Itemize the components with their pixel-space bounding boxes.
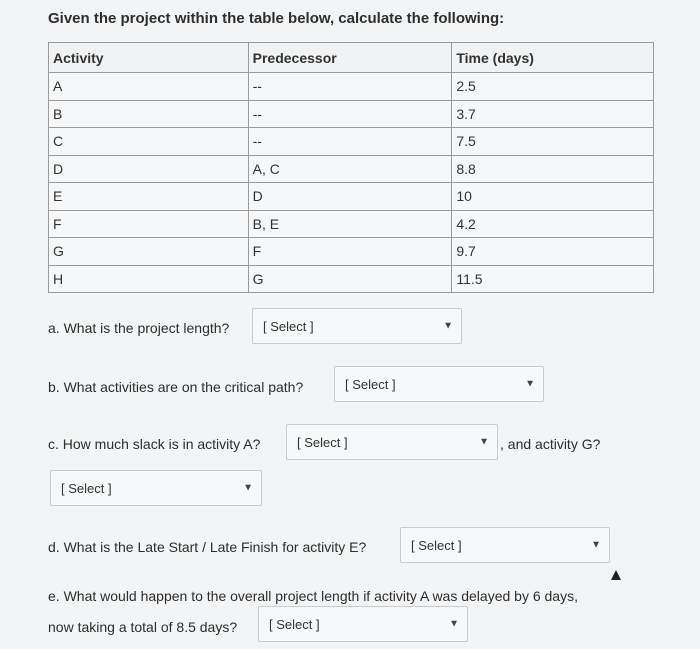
project-table <box>48 42 654 293</box>
cell-activity: G <box>49 238 249 266</box>
question-c-select-activity-g[interactable] <box>50 470 262 506</box>
cell-time: 2.5 <box>452 73 654 101</box>
header-predecessor: Predecessor <box>248 43 452 73</box>
cell-time: 7.5 <box>452 128 654 156</box>
chevron-down-icon: ▼ <box>525 378 535 390</box>
table-row <box>49 265 654 293</box>
question-b-text: b. What activities are on the critical path? <box>48 379 304 395</box>
cell-activity: E <box>49 183 249 211</box>
question-a-select[interactable] <box>252 308 462 344</box>
cell-activity: F <box>49 210 249 238</box>
question-c-select-activity-a[interactable] <box>286 424 498 460</box>
chevron-down-icon: ▼ <box>449 618 459 630</box>
chevron-down-icon: ▼ <box>243 482 253 494</box>
cell-time: 4.2 <box>452 210 654 238</box>
cell-activity: H <box>49 265 249 293</box>
cell-time: 9.7 <box>452 238 654 266</box>
cell-predecessor: A, C <box>248 155 452 183</box>
cell-activity: A <box>49 73 249 101</box>
table-row <box>49 238 654 266</box>
cell-predecessor: D <box>248 183 452 211</box>
cell-activity: D <box>49 155 249 183</box>
cell-activity: C <box>49 128 249 156</box>
question-c-suffix: , and activity G? <box>500 436 601 452</box>
question-e-select[interactable] <box>258 606 468 642</box>
select-value: [ Select ] <box>61 480 112 496</box>
cell-predecessor: -- <box>248 73 452 101</box>
question-d-select[interactable] <box>400 527 610 563</box>
cell-time: 8.8 <box>452 155 654 183</box>
table-row <box>49 155 654 183</box>
question-a-text: a. What is the project length? <box>48 320 230 336</box>
question-d-text: d. What is the Late Start / Late Finish for activity E? <box>48 539 367 555</box>
select-value: [ Select ] <box>269 616 320 632</box>
chevron-down-icon: ▼ <box>443 320 453 332</box>
cell-predecessor: F <box>248 238 452 266</box>
table-row <box>49 128 654 156</box>
chevron-down-icon: ▼ <box>591 539 601 551</box>
table-row <box>49 73 654 101</box>
table-row <box>49 100 654 128</box>
select-value: [ Select ] <box>345 376 396 392</box>
cell-predecessor: B, E <box>248 210 452 238</box>
select-value: [ Select ] <box>411 537 462 553</box>
table-row <box>49 183 654 211</box>
cell-predecessor: G <box>248 265 452 293</box>
cell-predecessor: -- <box>248 100 452 128</box>
cell-activity: B <box>49 100 249 128</box>
cell-time: 10 <box>452 183 654 211</box>
select-value: [ Select ] <box>263 318 314 334</box>
table-row <box>49 210 654 238</box>
chevron-down-icon: ▼ <box>479 436 489 448</box>
select-value: [ Select ] <box>297 434 348 450</box>
question-b-select[interactable] <box>334 366 544 402</box>
question-c-text: c. How much slack is in activity A? <box>48 436 261 452</box>
cell-predecessor: -- <box>248 128 452 156</box>
header-time: Time (days) <box>452 43 654 73</box>
cell-time: 11.5 <box>452 265 654 293</box>
question-heading: Given the project within the table below, calculate the following: <box>48 10 505 27</box>
question-e-text-line2: now taking a total of 8.5 days? <box>48 619 238 635</box>
cell-time: 3.7 <box>452 100 654 128</box>
question-e-text: e. What would happen to the overall project length if activity A was delayed by 6 days, <box>48 588 578 604</box>
header-activity: Activity <box>49 43 249 73</box>
table-header-row <box>49 43 654 73</box>
mouse-cursor-icon <box>611 570 621 580</box>
